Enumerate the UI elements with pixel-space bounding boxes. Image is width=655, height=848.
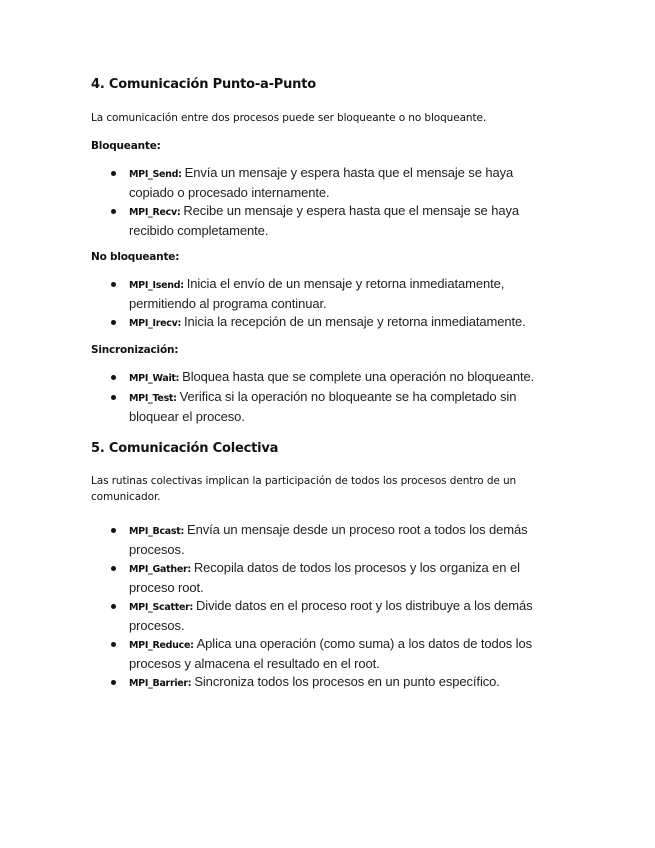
- bullet-icon: [111, 395, 116, 400]
- list-item: [91, 313, 559, 333]
- bullet-icon: [111, 528, 116, 533]
- function-name: MPI_Send:: [129, 169, 185, 180]
- function-description: Inicia la recepción de un mensaje y retorna inmediatamente.: [184, 314, 526, 329]
- group-heading-no-bloqueante: No bloqueante:: [91, 251, 180, 263]
- list-item: [91, 388, 559, 426]
- section-5-intro: Las rutinas colectivas implican la participación de todos los procesos dentro de un comunicador.: [91, 475, 517, 503]
- function-name: MPI_Gather:: [129, 564, 194, 575]
- function-name: MPI_Wait:: [129, 373, 183, 384]
- function-name: MPI_Irecv:: [129, 318, 184, 329]
- group-heading-sincronizacion: Sincronización:: [91, 344, 179, 356]
- section-4-title: 4. Comunicación Punto-a-Punto: [91, 77, 316, 92]
- function-name: MPI_Barrier:: [129, 678, 195, 689]
- colectiva-list: [91, 521, 615, 693]
- bullet-icon: [111, 680, 116, 685]
- list-item: [91, 635, 559, 673]
- section-4-intro: La comunicación entre dos procesos puede ser bloqueante o no bloqueante.: [91, 112, 487, 124]
- list-item: [91, 164, 559, 202]
- bullet-icon: [111, 604, 116, 609]
- function-name: MPI_Scatter:: [129, 602, 197, 613]
- list-item: [91, 597, 559, 635]
- function-name: MPI_Reduce:: [129, 640, 197, 651]
- function-description: Recibe un mensaje y espera hasta que el mensaje se haya recibido completamente.: [129, 203, 519, 238]
- list-item: [91, 521, 559, 559]
- bullet-icon: [111, 171, 116, 176]
- sincronizacion-list: [91, 368, 615, 426]
- no-bloqueante-list: [91, 275, 615, 333]
- list-item: [91, 275, 559, 313]
- function-name: MPI_Isend:: [129, 280, 187, 291]
- bullet-icon: [111, 566, 116, 571]
- function-description: Verifica si la operación no bloqueante se ha completado sin bloquear el proceso.: [129, 389, 517, 424]
- list-item: [91, 673, 559, 693]
- function-description: Envía un mensaje y espera hasta que el mensaje se haya copiado o procesado internamente.: [129, 165, 514, 200]
- bullet-icon: [111, 375, 116, 380]
- function-description: Bloquea hasta que se complete una operación no bloqueante.: [182, 369, 535, 384]
- function-description: Recopila datos de todos los procesos y los organiza en el proceso root.: [129, 560, 520, 595]
- bullet-icon: [111, 209, 116, 214]
- bullet-icon: [111, 320, 116, 325]
- list-item: [91, 368, 559, 388]
- bullet-icon: [111, 642, 116, 647]
- function-description: Sincroniza todos los procesos en un punto específico.: [194, 674, 500, 689]
- bloqueante-list: [91, 164, 615, 240]
- group-heading-bloqueante: Bloqueante:: [91, 140, 161, 152]
- function-description: Inicia el envío de un mensaje y retorna inmediatamente, permitiendo al programa continuar.: [129, 276, 505, 311]
- function-description: Envía un mensaje desde un proceso root a todos los demás procesos.: [129, 522, 528, 557]
- section-5-title: 5. Comunicación Colectiva: [91, 441, 279, 456]
- function-name: MPI_Bcast:: [129, 526, 187, 537]
- bullet-icon: [111, 282, 116, 287]
- function-name: MPI_Recv:: [129, 207, 184, 218]
- list-item: [91, 559, 559, 597]
- function-name: MPI_Test:: [129, 393, 180, 404]
- list-item: [91, 202, 559, 240]
- function-description: Divide datos en el proceso root y los distribuye a los demás procesos.: [129, 598, 533, 633]
- function-description: Aplica una operación (como suma) a los datos de todos los procesos y almacena el resultado en el root.: [129, 636, 532, 671]
